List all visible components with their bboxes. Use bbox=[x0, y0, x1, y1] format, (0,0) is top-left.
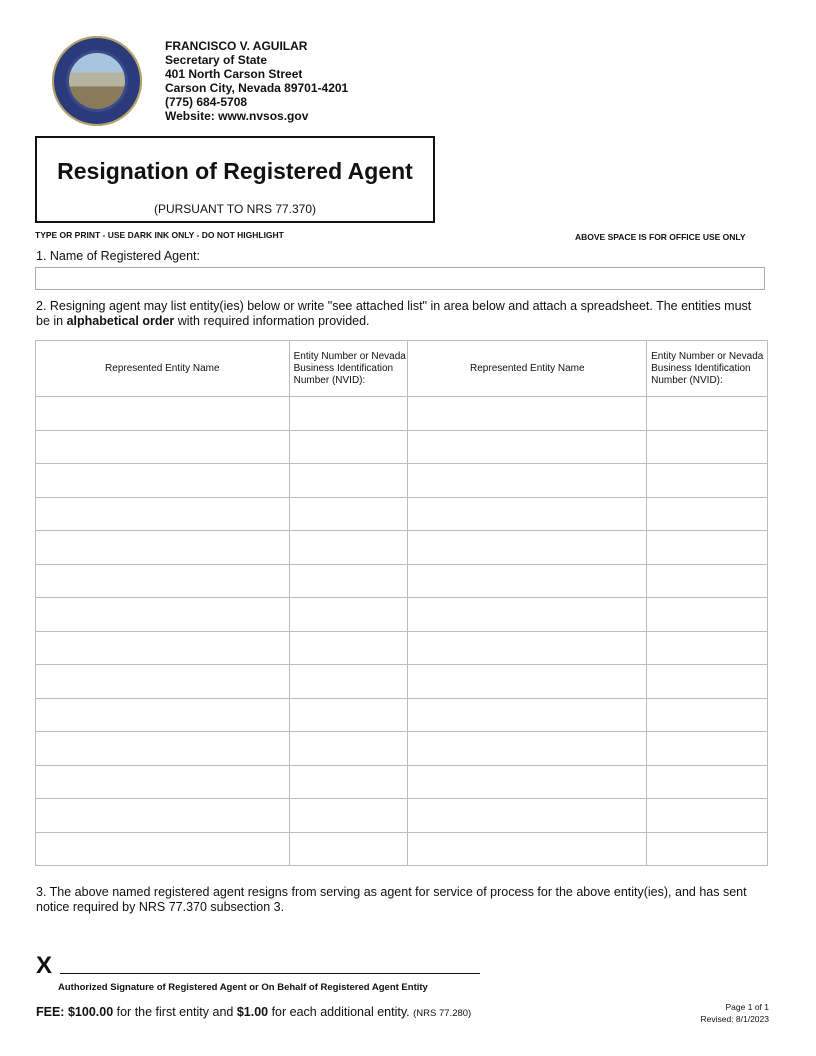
signature-label: Authorized Signature of Registered Agent or On Behalf of Registered Agent Entity bbox=[58, 982, 428, 993]
entity-name-cell[interactable] bbox=[36, 497, 290, 531]
entity-name-cell[interactable] bbox=[36, 531, 290, 565]
q1-label: 1. Name of Registered Agent: bbox=[36, 249, 200, 263]
col-header-entity-number-2: Entity Number or Nevada Business Identification Number (NVID): bbox=[647, 341, 768, 397]
fee-first: $100.00 bbox=[67, 1005, 114, 1019]
table-row bbox=[36, 665, 768, 699]
fee-line bbox=[36, 1005, 471, 1019]
entity-number-cell[interactable] bbox=[647, 799, 768, 833]
fee-reference: (NRS 77.280) bbox=[413, 1008, 472, 1019]
entity-number-cell[interactable] bbox=[647, 832, 768, 866]
office-use-note: ABOVE SPACE IS FOR OFFICE USE ONLY bbox=[575, 232, 746, 242]
entity-number-cell[interactable] bbox=[289, 531, 408, 565]
entity-name-cell[interactable] bbox=[36, 765, 290, 799]
signature-x: X bbox=[36, 952, 53, 979]
entity-name-cell[interactable] bbox=[36, 430, 290, 464]
entities-table bbox=[35, 340, 768, 866]
entity-name-cell[interactable] bbox=[408, 698, 647, 732]
entity-number-cell[interactable] bbox=[647, 631, 768, 665]
fee-additional: $1.00 bbox=[236, 1005, 269, 1019]
signature-line[interactable] bbox=[60, 973, 480, 974]
table-row bbox=[36, 464, 768, 498]
entity-name-cell[interactable] bbox=[36, 631, 290, 665]
entities-table-body bbox=[36, 397, 768, 866]
entity-name-cell[interactable] bbox=[408, 397, 647, 431]
form-title: Resignation of Registered Agent bbox=[57, 158, 413, 184]
entity-number-cell[interactable] bbox=[289, 698, 408, 732]
q2-text-a: 2. Resigning agent may list entity(ies) below or write "see attached list" in area below and attach a spreadsheet. The entities must be in bbox=[36, 299, 752, 328]
sos-website: Website: www.nvsos.gov bbox=[165, 109, 309, 123]
revised-date: Revised: 8/1/2023 bbox=[700, 1014, 769, 1024]
fee-mid: for the first entity and bbox=[113, 1005, 237, 1019]
entity-name-cell[interactable] bbox=[408, 464, 647, 498]
entity-name-cell[interactable] bbox=[408, 430, 647, 464]
sos-phone: (775) 684-5708 bbox=[165, 95, 248, 109]
table-row bbox=[36, 698, 768, 732]
entity-number-cell[interactable] bbox=[289, 631, 408, 665]
entity-number-cell[interactable] bbox=[647, 598, 768, 632]
table-row bbox=[36, 397, 768, 431]
ink-instructions: TYPE OR PRINT - USE DARK INK ONLY - DO NOT HIGHLIGHT bbox=[35, 230, 284, 240]
entity-name-cell[interactable] bbox=[408, 564, 647, 598]
entity-number-cell[interactable] bbox=[647, 732, 768, 766]
q3-text: 3. The above named registered agent resigns from serving as agent for service of process for the above entity(ies), and has sent notice required by NRS 77.370 subsection 3. bbox=[36, 885, 747, 914]
entity-number-cell[interactable] bbox=[289, 564, 408, 598]
entity-number-cell[interactable] bbox=[289, 430, 408, 464]
entity-number-cell[interactable] bbox=[647, 665, 768, 699]
sos-address-block bbox=[165, 39, 348, 123]
entity-number-cell[interactable] bbox=[289, 832, 408, 866]
page-footer bbox=[700, 1001, 769, 1025]
registered-agent-name-input[interactable] bbox=[35, 267, 765, 290]
entity-name-cell[interactable] bbox=[408, 631, 647, 665]
table-row bbox=[36, 732, 768, 766]
form-subtitle: (PURSUANT TO NRS 77.370) bbox=[153, 202, 317, 216]
entity-name-cell[interactable] bbox=[408, 598, 647, 632]
table-row bbox=[36, 799, 768, 833]
entity-number-cell[interactable] bbox=[289, 598, 408, 632]
col-header-entity-name-1: Represented Entity Name bbox=[36, 341, 290, 397]
table-row bbox=[36, 832, 768, 866]
entity-number-cell[interactable] bbox=[289, 665, 408, 699]
entity-number-cell[interactable] bbox=[647, 765, 768, 799]
entity-number-cell[interactable] bbox=[289, 732, 408, 766]
page-number: Page 1 of 1 bbox=[725, 1002, 769, 1012]
sos-name: FRANCISCO V. AGUILAR bbox=[165, 39, 308, 53]
entity-name-cell[interactable] bbox=[36, 464, 290, 498]
entity-name-cell[interactable] bbox=[36, 832, 290, 866]
entity-number-cell[interactable] bbox=[647, 698, 768, 732]
entity-number-cell[interactable] bbox=[647, 430, 768, 464]
entity-number-cell[interactable] bbox=[647, 497, 768, 531]
col-header-entity-number-1: Entity Number or Nevada Business Identification Number (NVID): bbox=[289, 341, 408, 397]
entity-name-cell[interactable] bbox=[36, 698, 290, 732]
entity-number-cell[interactable] bbox=[647, 397, 768, 431]
entity-name-cell[interactable] bbox=[408, 765, 647, 799]
fee-end: for each additional entity. bbox=[268, 1005, 410, 1019]
table-row bbox=[36, 598, 768, 632]
table-row bbox=[36, 564, 768, 598]
table-row bbox=[36, 631, 768, 665]
entity-name-cell[interactable] bbox=[408, 832, 647, 866]
entity-number-cell[interactable] bbox=[647, 464, 768, 498]
entity-name-cell[interactable] bbox=[36, 665, 290, 699]
table-row bbox=[36, 430, 768, 464]
entity-name-cell[interactable] bbox=[408, 799, 647, 833]
q2-bold: alphabetical order bbox=[66, 314, 175, 328]
entity-number-cell[interactable] bbox=[289, 799, 408, 833]
table-row bbox=[36, 765, 768, 799]
sos-city: Carson City, Nevada 89701-4201 bbox=[165, 81, 349, 95]
entity-number-cell[interactable] bbox=[289, 497, 408, 531]
entity-name-cell[interactable] bbox=[408, 497, 647, 531]
title-box bbox=[35, 136, 435, 223]
sos-title: Secretary of State bbox=[165, 53, 268, 67]
entity-name-cell[interactable] bbox=[408, 732, 647, 766]
entity-number-cell[interactable] bbox=[289, 464, 408, 498]
entity-name-cell[interactable] bbox=[36, 397, 290, 431]
entity-name-cell[interactable] bbox=[36, 598, 290, 632]
entity-name-cell[interactable] bbox=[408, 531, 647, 565]
entity-name-cell[interactable] bbox=[408, 665, 647, 699]
sos-street: 401 North Carson Street bbox=[165, 67, 303, 81]
q2-text-b: with required information provided. bbox=[174, 314, 370, 328]
entity-name-cell[interactable] bbox=[36, 732, 290, 766]
col-header-entity-name-2: Represented Entity Name bbox=[408, 341, 647, 397]
table-row bbox=[36, 497, 768, 531]
fee-label: FEE: bbox=[36, 1005, 65, 1019]
nevada-seal-logo bbox=[52, 36, 142, 126]
entity-number-cell[interactable] bbox=[289, 765, 408, 799]
q2-text bbox=[36, 299, 766, 329]
entity-name-cell[interactable] bbox=[36, 564, 290, 598]
entity-number-cell[interactable] bbox=[647, 531, 768, 565]
entity-number-cell[interactable] bbox=[289, 397, 408, 431]
entity-number-cell[interactable] bbox=[647, 564, 768, 598]
table-row bbox=[36, 531, 768, 565]
entity-name-cell[interactable] bbox=[36, 799, 290, 833]
